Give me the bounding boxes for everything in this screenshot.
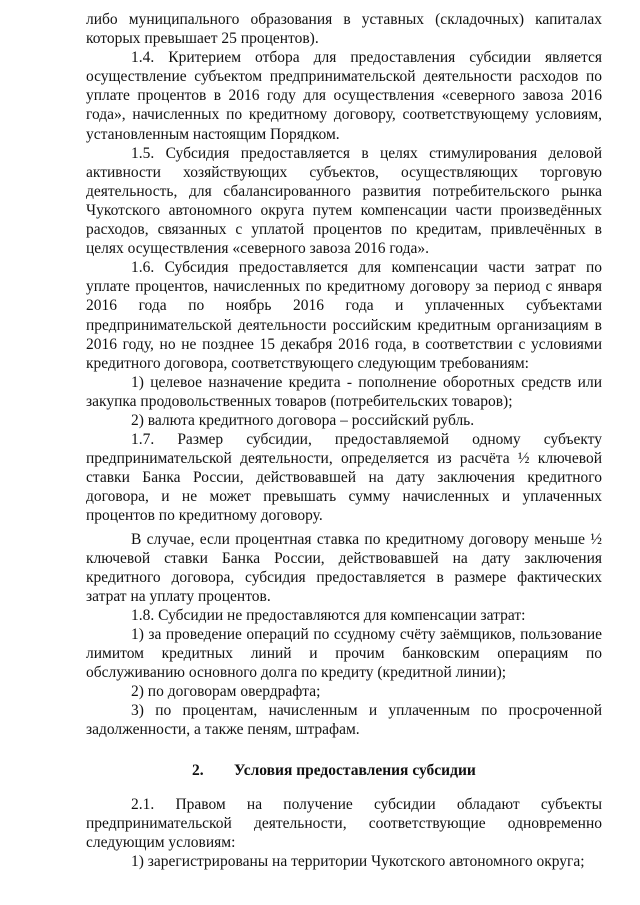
paragraph-1-6-item-1: 1) целевое назначение кредита - пополнение оборотных средств или закупка продовольственных товаров (потребительских товаров); [86, 373, 602, 410]
paragraph-1-8: 1.8. Субсидии не предоставляются для компенсации затрат: [131, 606, 526, 624]
paragraph-1-5: 1.5. Субсидия предоставляется в целях стимулирования деловой активности хозяйствующих субъектов, осуществляющих торговую деятельность, для сбалансированного развития потребительского рынка Чукотского автономного округа путем компенсации части произведённых расходов, связанных с уплатой процентов по кредитам, привлечённых в целях осуществления «северного завоза 2016 года». [86, 144, 602, 258]
paragraph-1-8-item-3: 3) по процентам, начисленным и уплаченным по просроченной задолженности, а также пеням, штрафам. [86, 702, 602, 739]
paragraph-1-4: 1.4. Критерием отбора для предоставления субсидии является осуществление субъектом предпринимательской деятельности расходов по уплате процентов в 2016 году для осуществления «северного завоза 2016 года», начисленных по кредитному договору, соответствующему условиям, установленным настоящим Порядком. [86, 49, 602, 143]
paragraph-2-1: 2.1. Правом на получение субсидии обладают субъекты предпринимательской деятельности, соответствующие одновременно следующим условиям: [86, 795, 602, 851]
paragraph-1-6: 1.6. Субсидия предоставляется для компенсации части затрат по уплате процентов, начисленных по кредитному договору за период с января 2016 года по ноябрь 2016 года и уплаченных субъектами предпринимательской деятельности российским кредитным организациям в 2016 году, но не позднее 15 декабря 2016 года, в соответствии с условиями кредитного договора, соответствующего следующим требованиям: [86, 259, 602, 372]
section-number: 2. [192, 761, 204, 779]
paragraph-1-8-item-1: 1) за проведение операций по ссудному счёту заёмщиков, пользование лимитом кредитных линий и прочим банковским операциям по обслуживанию основного долга по кредиту (кредитной линии); [86, 626, 602, 682]
paragraph-1-8-item-2: 2) по договорам овердрафта; [131, 683, 321, 701]
section-heading [86, 761, 602, 780]
document-page [86, 10, 602, 871]
section-title: Условия предоставления субсидии [234, 761, 476, 779]
paragraph-continuation: либо муниципального образования в уставных (складочных) капиталах которых превышает 25 процентов). [86, 11, 602, 48]
paragraph-2-1-item-1: 1) зарегистрированы на территории Чукотского автономного округа; [131, 852, 585, 870]
paragraph-1-7: 1.7. Размер субсидии, предоставляемой одному субъекту предпринимательской деятельности, определяется из расчёта ½ ключевой ставки Банка России, действовавшей на дату заключения кредитного договора, и не может превышать сумму начисленных и уплаченных процентов по кредитному договору. [86, 431, 602, 525]
paragraph-1-6-item-2: 2) валюта кредитного договора – российский рубль. [131, 411, 475, 429]
paragraph-1-7-exception: В случае, если процентная ставка по кредитному договору меньше ½ ключевой ставки Банка России, действовавшей на дату заключения кредитного договора, субсидия предоставляется в размере фактических затрат на уплату процентов. [86, 530, 602, 605]
